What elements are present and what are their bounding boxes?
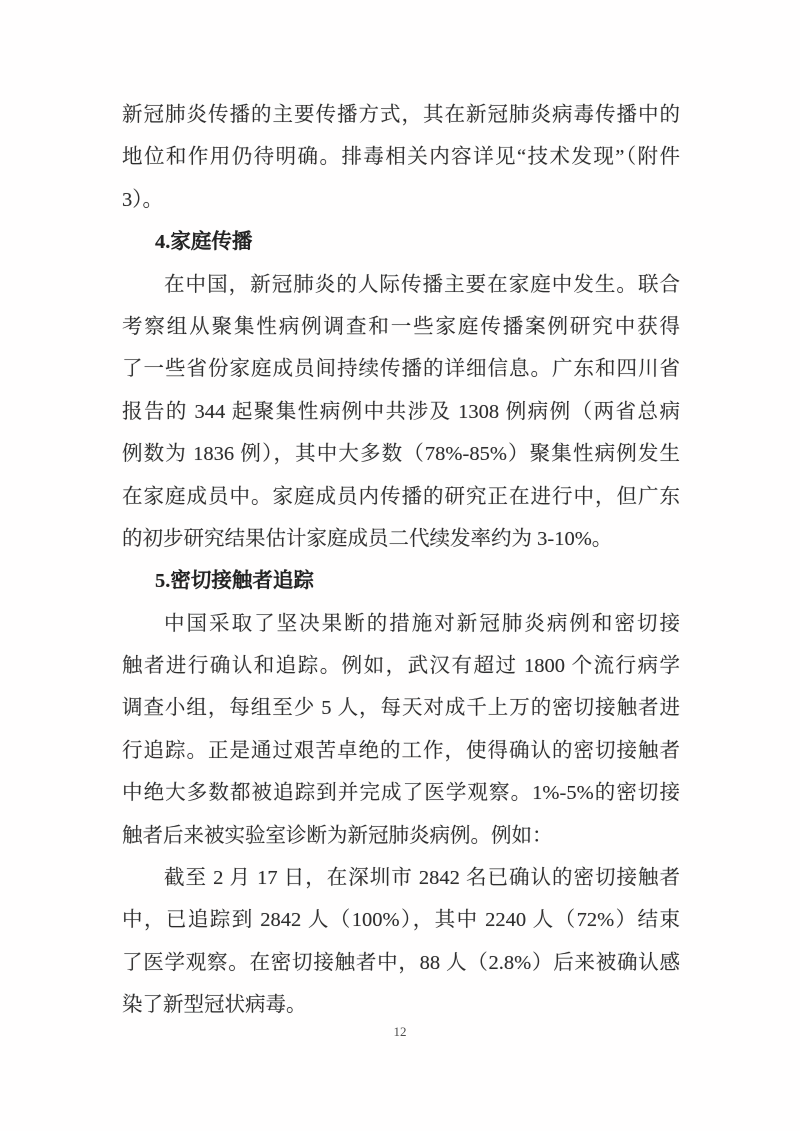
text-line: 报告的 344 起聚集性病例中共涉及 1308 例病例（两省总病	[122, 400, 680, 423]
text-line: 在家庭成员中。家庭成员内传播的研究正在进行中，但广东	[122, 485, 680, 508]
text-line: 了一些省份家庭成员间持续传播的详细信息。广东和四川省	[122, 358, 680, 381]
text-line: 行追踪。正是通过艰苦卓绝的工作，使得确认的密切接触者	[122, 739, 680, 762]
text-line: 中绝大多数都被追踪到并完成了医学观察。1%-5%的密切接	[122, 782, 680, 805]
text-line: 新冠肺炎传播的主要传播方式，其在新冠肺炎病毒传播中的	[122, 104, 680, 126]
page-number: 12	[393, 1024, 407, 1039]
text-line: 中国采取了坚决果断的措施对新冠肺炎病例和密切接	[164, 612, 680, 635]
text-line: 触者进行确认和追踪。例如，武汉有超过 1800 个流行病学	[122, 655, 680, 678]
text-line: 3）。	[122, 188, 163, 211]
text-line: 地位和作用仍待明确。排毒相关内容详见“技术发现”（附件	[122, 146, 680, 169]
section-heading: 5.密切接触者追踪	[155, 570, 314, 593]
text-line: 例数为 1836 例），其中大多数（78%-85%）聚集性病例发生	[122, 443, 680, 466]
text-line: 调查小组，每组至少 5 人，每天对成千上万的密切接触者进	[122, 697, 680, 720]
text-line: 染了新型冠状病毒。	[122, 994, 307, 1017]
text-line: 中，已追踪到 2842 人（100%），其中 2240 人（72%）结束	[122, 909, 680, 932]
text-line: 截至 2 月 17 日，在深圳市 2842 名已确认的密切接触者	[164, 867, 680, 890]
document-text	[122, 94, 680, 1027]
text-line: 了医学观察。在密切接触者中，88 人（2.8%）后来被确认感	[122, 951, 680, 974]
text-line: 触者后来被实验室诊断为新冠肺炎病例。例如：	[122, 824, 553, 847]
text-line: 在中国，新冠肺炎的人际传播主要在家庭中发生。联合	[164, 273, 680, 296]
text-line: 的初步研究结果估计家庭成员二代续发率约为 3-10%。	[122, 527, 613, 550]
text-line: 考察组从聚集性病例调查和一些家庭传播案例研究中获得	[122, 315, 680, 338]
section-heading: 4.家庭传播	[155, 231, 253, 254]
